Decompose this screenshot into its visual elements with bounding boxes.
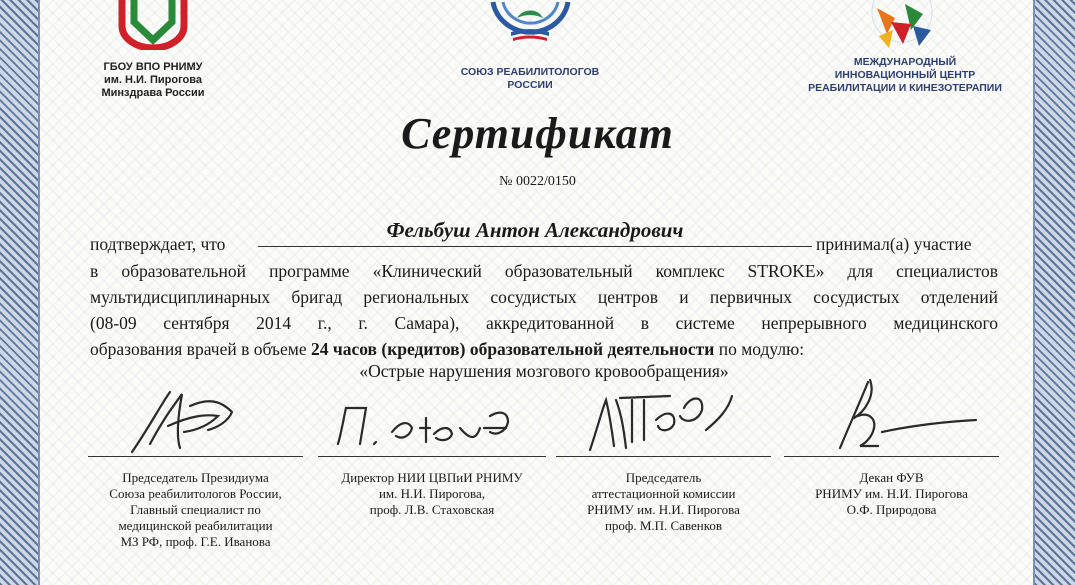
confirms-text: подтверждает, что	[90, 234, 226, 254]
border-ornament-right	[1035, 0, 1075, 585]
org-right-name: МЕЖДУНАРОДНЫЙ ИННОВАЦИОННЫЙ ЦЕНТР РЕАБИЛИТАЦИИ И КИНЕЗОТЕРАПИИ	[808, 56, 1002, 94]
recipient-name: Фельбуш Антон Александрович	[386, 218, 684, 242]
org-center-name: СОЮЗ РЕАБИЛИТОЛОГОВ РОССИИ	[460, 66, 600, 91]
recipient-underline	[258, 246, 812, 247]
certificate-number: № 0022/0150	[499, 174, 576, 189]
body-line-3: мультидисциплинарных бригад региональных сосудистых центров и первичных сосудистых отделений	[90, 287, 998, 307]
participated-text: принимал(а) участие	[816, 234, 972, 254]
body-line-5-start: образования врачей в объеме	[90, 339, 311, 359]
signature-line-2	[318, 456, 546, 457]
signature-line-1	[88, 456, 303, 457]
signature-prirodova	[820, 372, 990, 458]
rnimu-logo	[118, 0, 188, 50]
signature-savenkov	[580, 386, 750, 458]
body-line-4: (08-09 сентября 2014 г., г. Самара), аккредитованной в системе непрерывного медицинского	[90, 313, 998, 333]
signature-line-4	[784, 456, 999, 457]
signatory-prirodova: Декан ФУВ РНИМУ им. Н.И. Пирогова О.Ф. Природова	[815, 470, 968, 517]
border-rule-left	[38, 0, 40, 585]
body-line-2: в образовательной программе «Клинический образовательный комплекс STROKE» для специалистов	[90, 261, 998, 281]
body-line-5-end: по модулю:	[714, 339, 805, 359]
signature-stakhovskaya	[330, 402, 530, 454]
org-left-name: ГБОУ ВПО РНИМУ им. Н.И. Пирогова Минздрава России	[101, 61, 205, 99]
signatory-savenkov: Председатель аттестационной комиссии РНИМУ им. Н.И. Пирогова проф. М.П. Савенков	[587, 470, 740, 533]
border-rule-right	[1033, 0, 1035, 585]
innovation-center-logo	[865, 0, 940, 52]
signatory-stakhovskaya: Директор НИИ ЦВПиИ РНИМУ им. Н.И. Пирогова, проф. Л.В. Стаховская	[341, 470, 523, 517]
union-rehabilitologists-logo	[483, 0, 578, 58]
signature-ivanova	[120, 386, 260, 458]
credit-hours: 24 часов (кредитов) образовательной деятельности	[310, 339, 715, 359]
body-line-5	[90, 339, 998, 360]
module-name: «Острые нарушения мозгового кровообращения»	[359, 361, 729, 381]
signatory-ivanova: Председатель Президиума Союза реабилитологов России, Главный специалист по медицинской реабилитации МЗ РФ, проф. Г.Е. Иванова	[109, 470, 282, 549]
border-ornament-left	[0, 0, 38, 585]
certificate-title: Сертификат	[401, 109, 674, 158]
signature-line-3	[556, 456, 771, 457]
